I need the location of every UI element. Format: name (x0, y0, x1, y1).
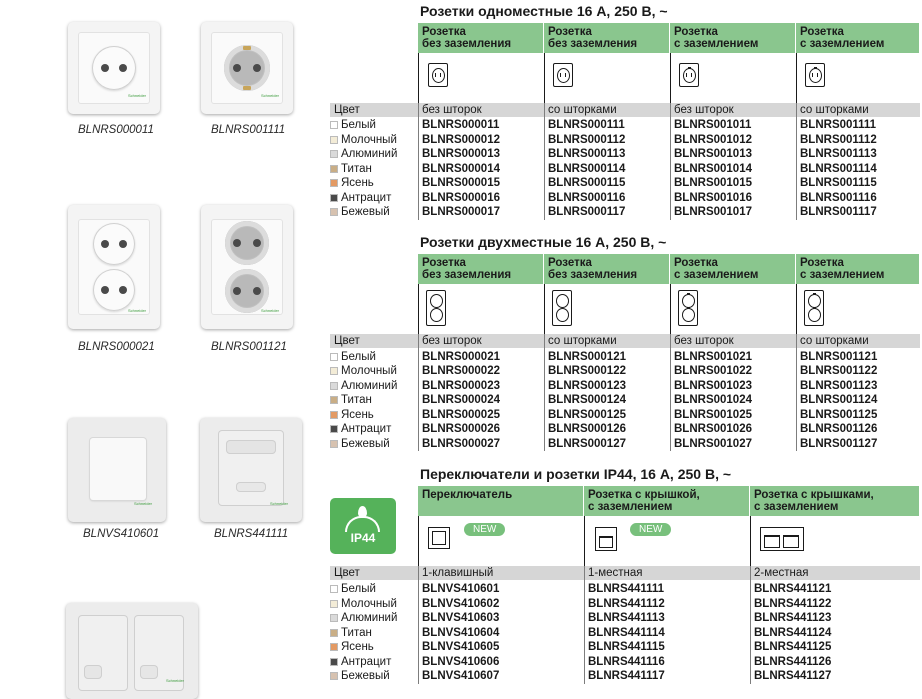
product-photo-single-socket: Schneider (68, 22, 160, 114)
ip44-socket-lid-icon (595, 527, 617, 551)
article-code: BLNRS000121 (548, 350, 626, 363)
article-code: BLNRS000125 (548, 408, 626, 421)
article-code: BLNRS001023 (674, 379, 752, 392)
article-code: BLNRS441122 (754, 597, 832, 610)
article-code: BLNRS441114 (588, 626, 665, 639)
article-code: BLNRS001114 (800, 162, 877, 175)
color-name: Антрацит (330, 422, 391, 437)
color-swatch (330, 425, 338, 433)
article-code: BLNRS001025 (674, 408, 752, 421)
color-swatch (330, 121, 338, 129)
column-header: Розетка с заземлением (796, 23, 919, 53)
article-code: BLNVS410607 (422, 670, 500, 682)
color-name: Алюминий (330, 147, 397, 162)
photo-caption: BLNRS001111 (211, 124, 286, 136)
new-badge: NEW (464, 523, 505, 536)
article-code: BLNVS410606 (422, 655, 500, 668)
article-code: BLNRS000025 (422, 408, 500, 421)
switch-icon (428, 527, 450, 549)
photo-caption: BLNVS410601 (83, 528, 160, 540)
product-photo-switch: Schneider (68, 418, 166, 522)
color-swatch (330, 629, 338, 637)
ip44-double-socket-lid-icon (760, 527, 804, 551)
column-header: Розетка с крышкой, с заземлением (584, 486, 749, 516)
color-name: Титан (330, 393, 372, 408)
ip44-badge: IP44 (330, 498, 396, 554)
article-code: BLNVS410605 (422, 641, 500, 653)
color-name: Молочный (330, 133, 397, 148)
article-code: BLNRS001117 (800, 206, 877, 218)
article-code: BLNRS441125 (754, 641, 832, 653)
article-code: BLNRS441127 (754, 670, 832, 682)
article-code: BLNRS000011 (422, 119, 500, 131)
article-code: BLNRS441123 (754, 612, 832, 624)
article-code: BLNRS001125 (800, 408, 878, 421)
color-name: Молочный (330, 364, 397, 379)
color-name: Бежевый (330, 205, 390, 220)
double-socket-ground-shutter-icon (804, 290, 824, 326)
article-code: BLNRS000122 (548, 365, 626, 377)
photo-caption: BLNRS000021 (78, 341, 155, 353)
column-header: Розетка без заземления (544, 254, 669, 284)
color-swatch (330, 585, 338, 593)
color-header-bar: Цвет без шторок со шторками без шторок со шторками (330, 103, 920, 117)
article-code: BLNRS001027 (674, 437, 752, 450)
article-code: BLNRS000116 (548, 191, 626, 204)
color-name: Белый (330, 350, 376, 365)
article-code: BLNRS001022 (674, 365, 752, 377)
article-code: BLNRS000124 (548, 394, 626, 406)
color-swatch (330, 194, 338, 202)
article-code: BLNRS001012 (674, 133, 752, 146)
article-code: BLNRS001127 (800, 437, 878, 450)
article-code: BLNRS001121 (800, 350, 878, 363)
article-code: BLNRS001013 (674, 148, 752, 160)
color-name: Бежевый (330, 669, 390, 684)
color-header-bar: Цвет 1-клавишный 1-местная 2-местная (330, 566, 920, 580)
article-code: BLNRS000026 (422, 423, 500, 435)
column-header: Розетка без заземления (544, 23, 669, 53)
double-socket-shutter-icon (552, 290, 572, 326)
product-photo-single-socket-ground: Schneider (201, 22, 293, 114)
product-photo-ip44-double-socket: Schneider (66, 603, 198, 699)
article-code: BLNRS000013 (422, 148, 500, 160)
article-code: BLNRS000123 (548, 379, 626, 392)
article-code: BLNRS001026 (674, 423, 752, 435)
color-name: Молочный (330, 597, 397, 612)
article-code: BLNRS441116 (588, 655, 665, 668)
color-swatch (330, 658, 338, 666)
article-code: BLNRS441126 (754, 655, 832, 668)
article-code: BLNRS000117 (548, 206, 626, 218)
article-code: BLNRS000021 (422, 350, 500, 363)
product-photo-ip44-socket: Schneider (200, 418, 302, 522)
color-swatch (330, 353, 338, 361)
column-header: Переключатель (418, 486, 583, 516)
article-code: BLNRS441121 (754, 583, 832, 595)
color-swatch (330, 179, 338, 187)
article-code: BLNRS001024 (674, 394, 752, 406)
article-code: BLNRS000016 (422, 191, 500, 204)
article-code: BLNRS001116 (800, 191, 877, 204)
article-code: BLNVS410603 (422, 612, 500, 624)
column-header: Розетка без заземления (418, 254, 543, 284)
color-name: Ясень (330, 408, 374, 423)
color-name: Белый (330, 582, 376, 597)
color-swatch (330, 672, 338, 680)
column-header: Розетка с заземлением (670, 23, 795, 53)
color-swatch (330, 165, 338, 173)
column-header: Розетка с заземлением (796, 254, 919, 284)
color-name: Белый (330, 118, 376, 133)
article-code: BLNRS441117 (588, 670, 665, 682)
article-code: BLNRS001111 (800, 119, 877, 131)
article-code: BLNRS001011 (674, 119, 752, 131)
article-code: BLNRS000023 (422, 379, 500, 392)
section-title: Розетки двухместные 16 А, 250 В, ~ (420, 234, 667, 250)
article-code: BLNRS441115 (588, 641, 665, 653)
product-photo-double-socket: Schneider (68, 205, 160, 329)
color-name: Антрацит (330, 191, 391, 206)
column-header: Розетка с крышками, с заземлением (750, 486, 919, 516)
socket-ground-icon (679, 63, 699, 87)
article-code: BLNRS001017 (674, 206, 752, 218)
article-code: BLNVS410604 (422, 626, 500, 639)
article-code: BLNRS441112 (588, 597, 665, 610)
article-code: BLNRS001016 (674, 191, 752, 204)
column-header: Розетка без заземления (418, 23, 543, 53)
article-code: BLNRS001126 (800, 423, 878, 435)
article-code: BLNRS001124 (800, 394, 878, 406)
article-code: BLNRS000024 (422, 394, 500, 406)
article-code: BLNRS000015 (422, 177, 500, 189)
article-code: BLNRS000113 (548, 148, 626, 160)
article-code: BLNVS410601 (422, 583, 500, 595)
article-code: BLNRS000127 (548, 437, 626, 450)
article-code: BLNRS001115 (800, 177, 877, 189)
color-name: Ясень (330, 640, 374, 655)
article-code: BLNRS000022 (422, 365, 500, 377)
article-code: BLNRS000012 (422, 133, 500, 146)
color-swatch (330, 600, 338, 608)
article-code: BLNRS000114 (548, 162, 626, 175)
article-code: BLNVS410602 (422, 597, 500, 610)
socket-shutter-icon (553, 63, 573, 87)
color-swatch (330, 440, 338, 448)
article-code: BLNRS001015 (674, 177, 752, 189)
photo-caption: BLNRS000011 (78, 124, 154, 136)
color-name: Титан (330, 626, 372, 641)
color-swatch (330, 150, 338, 158)
article-code: BLNRS001014 (674, 162, 752, 175)
color-name: Алюминий (330, 611, 397, 626)
column-header: Розетка с заземлением (670, 254, 795, 284)
article-code: BLNRS001113 (800, 148, 877, 160)
article-code: BLNRS000115 (548, 177, 626, 189)
double-socket-ground-icon (678, 290, 698, 326)
photo-caption: BLNRS441111 (214, 528, 289, 540)
color-swatch (330, 367, 338, 375)
color-name: Бежевый (330, 437, 390, 452)
article-code: BLNRS441113 (588, 612, 665, 624)
article-code: BLNRS000017 (422, 206, 500, 218)
color-swatch (330, 614, 338, 622)
article-code: BLNRS000111 (548, 119, 625, 131)
section-title: Розетки одноместные 16 А, 250 В, ~ (420, 3, 668, 19)
article-code: BLNRS000126 (548, 423, 626, 435)
color-swatch (330, 136, 338, 144)
article-code: BLNRS001021 (674, 350, 752, 363)
article-code: BLNRS441111 (588, 583, 665, 595)
color-swatch (330, 396, 338, 404)
section-title: Переключатели и розетки IP44, 16 А, 250 В, ~ (420, 466, 732, 482)
color-swatch (330, 411, 338, 419)
double-socket-icon (426, 290, 446, 326)
article-code: BLNRS000027 (422, 437, 500, 450)
photo-caption: BLNRS001121 (211, 341, 287, 353)
article-code: BLNRS441124 (754, 626, 832, 639)
article-code: BLNRS001122 (800, 365, 878, 377)
color-swatch (330, 208, 338, 216)
color-name: Ясень (330, 176, 374, 191)
color-name: Антрацит (330, 655, 391, 670)
new-badge: NEW (630, 523, 671, 536)
article-code: BLNRS001123 (800, 379, 878, 392)
socket-ground-shutter-icon (805, 63, 825, 87)
article-code: BLNRS001112 (800, 133, 877, 146)
color-swatch (330, 643, 338, 651)
product-photo-double-socket-ground: Schneider (201, 205, 293, 329)
article-code: BLNRS000112 (548, 133, 626, 146)
color-header-bar: Цвет без шторок со шторками без шторок со шторками (330, 334, 920, 348)
color-name: Титан (330, 162, 372, 177)
socket-icon (428, 63, 448, 87)
color-name: Алюминий (330, 379, 397, 394)
color-swatch (330, 382, 338, 390)
article-code: BLNRS000014 (422, 162, 500, 175)
